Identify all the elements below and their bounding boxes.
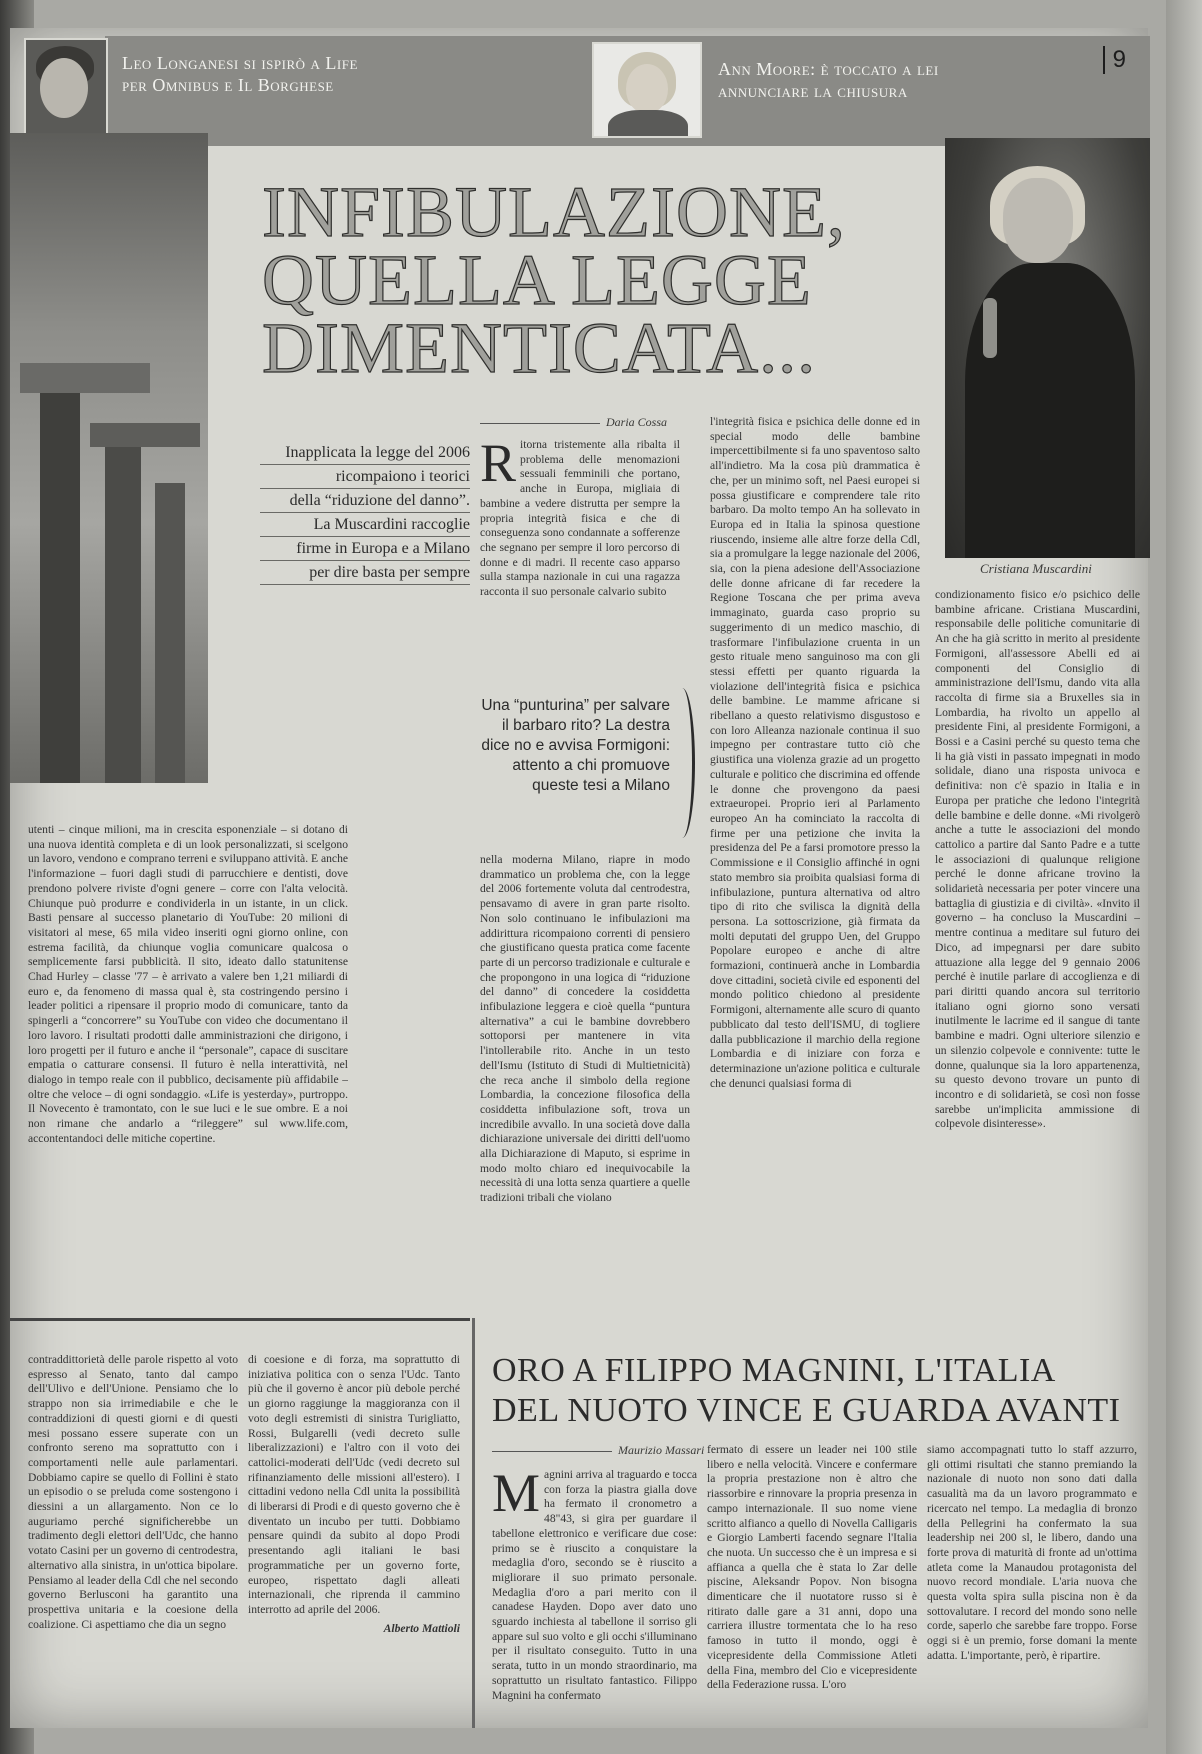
politics-signature: Alberto Mattioli bbox=[383, 1621, 460, 1635]
sport-col3 bbox=[927, 1443, 1137, 1723]
politics-col2-text: di coesione e di forza, ma soprattutto di iniziativa politica con o senza l'Udc. Tanto più che il governo è ancor più debole perché un giorno raggiunge la maggioranza con il voto degli estremisti di sinistra Turigliatto, Rossi, Bulgarelli (vedi decreto sulle liberalizzazioni) e l'altro con il voto dei cattolici-moderati dell'Udc (vedi decreto sul rifinanziamento delle missioni all'estero). I cittadini vedono nella Cdl unita la possibilità di liberarsi di Prodi e di questo governo che è diventato un incubo per tutti. Dobbiamo pensare quindi da subito al dopo Prodi presentando agli italiani le basi programmatiche per un governo forte, europeo, rispettato dagli alleati internazionali, che riprenda il cammino interrotto ad aprile del 2006. bbox=[248, 1353, 460, 1616]
politics-col2 bbox=[248, 1353, 460, 1723]
page-number: 9 bbox=[1103, 46, 1126, 74]
politics-col1-text: contraddittorietà delle parole rispetto al voto espresso al Senato, tanto dal campo dell'Ulivo e dell'Unione. Pensiamo che lo strappo non sia irrimediabile e che le contraddizioni di questi giorni e di questi mesi possano essere superate con un confronto sereno ma soprattutto con i comportamenti nelle aule parlamentari. Dobbiamo capire se quello di Follini è stato un episodio o se preluda come sostengono i diessini a un allargamento. Non ce lo auguriamo perché significherebbe un tradimento degli elettori dell'Udc, che hanno votato Casini per un governo di centrodestra, alternativo alla sinistra, in un'ottica bipolare. Pensiamo al leader della Cdl che nel secondo governo Berlusconi ha garantito una prospettiva unitaria e la coesione della coalizione. Ci aspettiamo che dia un segno bbox=[28, 1353, 238, 1631]
main-article-col-mid bbox=[480, 853, 690, 1278]
sport-col3-text: siamo accompagnati tutto lo staff azzurro, gli ottimi risultati che stanno premiando la nazionale di nuoto non sono dati dalla casualità ma da un lavoro programmato e ricercato nel tempo. La medaglia di bronzo della Pellegrini ha confermato la sua leadership nei 200 sl, le libero, dando una forte prova di maturità di fronte ad un'ottima atleta come la Manaudou protagonista del nuovo record mondiale. L'aria nuova che questa volta spira sulla piscina non è da sottovalutare. I record del mondo sono nelle corde, saperlo che sarebbe fare troppo. Forse oggi si è un premio, forse domani la mente adatta. L'importante, però, è ripartire. bbox=[927, 1443, 1137, 1662]
col-mid-text: nella moderna Milano, riapre in modo drammatico un problema che, con la legge del 2006 fortemente voluta dal centrodestra, pensavamo di avere in gran parte risolto. Non solo continuano le infibulazioni ma addirittura ricompaiono correnti di pensiero che giustificano questa pratica come facente parte di un percorso tradizionale e culturale e che propongono in una logica di “riduzione del danno” di concedere la cosiddetta infibulazione leggera e cioè quella “puntura alternativa” a cui le bambine dovrebbero sottoporsi per mantenere in vita l'intollerabile rito. Anche in un testo dell'Ismu (Istituto di Studi di Multietnicità) che reca anche il simbolo della regione Lombardia, la concezione filosofica della cosiddetta infibulazione soft, trova un incredibile avvallo. In una società dove dalla dichiarazione universale dei diritti dell'uomo alla Dichiarazione di Maputo, si esprime in modo molto chiaro ed inequivocabile la necessità di una lotta senza quartiere a quelle tradizioni tribali che violano bbox=[480, 853, 690, 1205]
life-text: utenti – cinque milioni, ma in crescita esponenziale – si dotano di una nuova identità completa e di un look personalizzati, si scelgono un lavoro, vendono e comprano terreni e sviluppano attività. E anche l'informazione – fuori dagli studi di parrucchiere e dentisti, dove prendono polvere riviste d'ogni genere – corre con l'alta velocità. Chiunque può produrre e condividerla in un istante, in un click. Basti pensare al successo planetario di YouTube: 20 milioni di visitatori al mese, 65 mila video inseriti ogni giorno online, con estrema facilità, da chiunque voglia comunicare qualcosa o semplicemente farsi pubblicità. Il sito, ideato dallo statunitense Chad Hurley – classe '77 – è arrivato a valere ben 1,21 miliardi di euro e, da fenomeno di massa qual è, sta costringendo persino i leader politici a ripensare il proprio modo di comunicare, tanto da spingerli a “concorrere” su YouTube con video che documentano il loro lavoro. I risultati prodotti dalle amministrazioni che dirigono, i loro progetti per il futuro e anche il “personale”, capace di suscitare empatia o catturare consensi. Il futuro è nella interattività, nel dialogo in tempo reale con il pubblico, decisamente più affidabile – oltre che veloce – di ogni sondaggio. «Life is yesterday», purtroppo. Il Novecento è tramontato, con le sue luci e le sue ombre. E a noi non rimane che andarlo a “rileggere” sul www.life.com, accontentandoci delle mitiche copertine. bbox=[28, 823, 348, 1145]
sport-headline-line2: DEL NUOTO VINCE E GUARDA AVANTI bbox=[492, 1392, 1121, 1429]
subhead-line: La Muscardini raccoglie bbox=[260, 513, 470, 537]
main-article-col2 bbox=[710, 415, 920, 1275]
headline-line3: DIMENTICATA... bbox=[262, 308, 817, 388]
headline-line2: QUELLA LEGGE bbox=[262, 240, 812, 320]
section-rule bbox=[472, 1318, 475, 1728]
subhead-line: Inapplicata la legge del 2006 bbox=[260, 441, 470, 465]
subhead-line: per dire basta per sempre bbox=[260, 561, 470, 585]
teaser-right-line2: annunciare la chiusura bbox=[718, 81, 908, 101]
pull-quote-bracket bbox=[674, 688, 695, 838]
politics-col1 bbox=[28, 1353, 238, 1723]
page-edge bbox=[1166, 0, 1202, 1754]
main-article-col3 bbox=[935, 588, 1140, 1278]
pull-quote: Una “punturina” per salvare il barbaro rito? La destra dice no e avvisa Formigoni: attento a chi promuove queste tesi a Milano bbox=[481, 697, 670, 794]
col1-text: itorna tristemente alla ribalta il problema delle menomazioni sessuali femminili che portano, anche in Europa, migliaia di bambine a vedere distrutta per sempre la propria integrità fisica e che di conseguenza sono condannate a sofferenze che segnano per sempre il loro percorso di donne e di madri. Il recente caso apparso sulla stampa nazionale in cui una ragazza racconta il suo personale calvario subito bbox=[480, 438, 680, 599]
muscardini-photo bbox=[945, 138, 1150, 558]
life-article-col bbox=[28, 823, 348, 1283]
teaser-left-line2: per Omnibus e Il Borghese bbox=[122, 75, 334, 95]
longanesi-thumbnail bbox=[24, 38, 108, 138]
teaser-right[interactable] bbox=[718, 58, 939, 102]
moore-thumbnail bbox=[592, 42, 702, 138]
sculpture-photo bbox=[10, 133, 208, 783]
newspaper-page bbox=[10, 28, 1148, 1728]
sport-col1 bbox=[492, 1468, 697, 1723]
main-article-col1 bbox=[480, 438, 680, 688]
sport-byline: Maurizio Massari bbox=[492, 1443, 704, 1458]
sport-col2 bbox=[707, 1443, 917, 1723]
main-subhead bbox=[260, 441, 470, 585]
photo-caption: Cristiana Muscardini bbox=[980, 561, 1092, 576]
sport-col1-text: agnini arriva al traguardo e tocca con forza la piastra gialla dove ha fermato il cronometro a 48"43, si gira per guardare il tabellone elettronico e verificare due cose: primo se è riuscito a conquistare la medaglia d'oro, secondo se è riuscito a migliorare il suo primato personale. Medaglia d'oro a pari merito con il canadese Hayden. Dopo aver dato uno sguardo inchiesta al tabellone il sorriso gli appare sul suo volto e gli occhi s'illuminano per il risultato conseguito. Tutto in una serata, tutto in un mondo straordinario, ma soprattutto un risultato fantastico. Filippo Magnini ha confermato bbox=[492, 1468, 697, 1702]
dropcap: R bbox=[480, 438, 517, 493]
sport-col2-text: fermato di essere un leader nei 100 stile libero e nella velocità. Vincere e confermare la propria prestazione non è altro che riassorbire e rinnovare la propria presenza in campo internazionale. Il suo nome viene scritto alfianco a quello di Novella Calligaris e Giorgio Lamberti facendo segnare l'Italia che nuota. Un successo che è un impresa e si affianca a quella che è stata lo Zar delle piscine, Aleksandr Popov. Non bisogna dimenticare che il nuotatore russo si è ritirato dalle gare a 31 anni, dopo una carriera illustre tormentata che lo ha reso famoso in tutto il mondo, oggi è vicepresidente della Commissione Atleti della Fina, membro del Cio e vicepresidente della Federazione russa. L'oro bbox=[707, 1443, 917, 1692]
section-rule bbox=[10, 1318, 470, 1321]
headline-line1: INFIBULAZIONE, bbox=[262, 172, 846, 252]
sport-headline-line1: ORO A FILIPPO MAGNINI, L'ITALIA bbox=[492, 1352, 1056, 1389]
subhead-line: ricompaiono i teorici bbox=[260, 465, 470, 489]
main-headline[interactable] bbox=[262, 172, 942, 388]
dropcap: M bbox=[492, 1468, 541, 1523]
main-byline: Daria Cossa bbox=[480, 415, 667, 430]
col2-text: l'integrità fisica e psichica delle donne ed in special modo delle bambine impercettibilmente si fa uno spaventoso salto all'indietro. Ma la cosa più drammatica è che, per un minimo soft, nel Paesi europei si possa giustificare e comprendere tale rito barbaro. Da molto tempo An ha sollevato in Europa ed in Italia la spinosa questione riuscendo, insieme alle altre forze della Cdl, sia a promulgare la legge nazionale del 2006, sia, con la piena adesione dell'Associazione delle donne africane di far recedere la Regione Toscana che per prima aveva immaginato, guarda caso proprio su suggerimento di un medico maschio, di trasformare l'infibulazione cruenta in un gesto rituale meno sanguinoso ma con gli stessi effetti per quanto riguarda la violazione dell'integrità fisica e psichica delle bambine. Le mamme africane si ribellano a questo relativismo disgustoso e con loro Alleanza nazionale continua il suo impegno per contrastare tutto ciò che giustifica una violenza grazie ad un progetto culturale e politico che discrimina ed offende le donne che provengono da paesi extraeuropei. Proprio ieri al Parlamento europeo An ha cominciato la raccolta di firme per una petizione che invita la presidenza del Pe a farsi promotore presso la Commissione e il Consiglio affinché in ogni stato membro sia proibita qualsiasi forma di infibulazione, puntura alternativa od altro tipo di rito che svilisca la dignità della persona. La sottoscrizione, già firmata da molti deputati del gruppo Uen, del Gruppo Popolare europeo e anche di altre formazioni, continuerà anche in Lombardia dove cittadini, società civile ed esponenti del mondo politico chiedono al presidente Formigoni, alternamente alle scuro di quanto pubblicato dal testo dell'ISMU, di togliere dalla pubblicazione il marchio della regione Lombardia e di iniziare con forza e determinazione un'azione politica e culturale che denunci qualsiasi forma di bbox=[710, 415, 920, 1090]
subhead-line: firme in Europa e a Milano bbox=[260, 537, 470, 561]
subhead-line: della “riduzione del danno”. bbox=[260, 489, 470, 513]
teaser-left-line1: Leo Longanesi si ispirò a Life bbox=[122, 53, 358, 73]
sport-headline[interactable] bbox=[492, 1351, 1132, 1431]
col3-text: condizionamento fisico e/o psichico delle bambine africane. Cristiana Muscardini, responsabile delle politiche comunitarie di An che ha già scritto in merito al presidente Formigoni, all'assessore Abelli ed ai componenti del Consiglio di amministrazione dell'Ismu, dando vita alla raccolta di firme sia a Bruxelles sia in Lombardia, ha rivolto un appello al presidente Fini, al presidente Formigoni, a Bossi e a Casini perché su questo tema che li ha già visti in passato impegnati in modo solidale, diano una risposta univoca e definitiva: non c'è spazio in Italia e in Europa per pratiche che ledono l'integrità delle bambine e delle donne. «Mi rivolgerò anche a tutte le associazioni del mondo cattolico a partire dal Santo Padre e a tutte le associazioni di qualunque religione perché le donne africane trovino la solidarietà necessaria per poter vincere una battaglia di giustizia e di civiltà». «Invito il governo – ha concluso la Muscardini – mentre continua a meditare sul futuro dei Dico, ad impegnarsi per dare subito attuazione alla legge del 9 gennaio 2006 perché è inutile parlare di accoglienza e di pari diritti quando ancora sul territorio italiano ogni giorno sono versati inutilmente le lacrime ed il sangue di tante bambine e madri. Ogni ulteriore silenzio e un silenzio colpevole e connivente: tutte le donne, qualunque sia la loro appartenenza, su questo devono trovare un punto di incontro e di solidarietà, se così non fosse sarebbe un'implicita ammissione di colpevole disinteresse». bbox=[935, 588, 1140, 1131]
teaser-right-line1: Ann Moore: è toccato a lei bbox=[718, 59, 939, 79]
teaser-left[interactable] bbox=[122, 52, 358, 96]
